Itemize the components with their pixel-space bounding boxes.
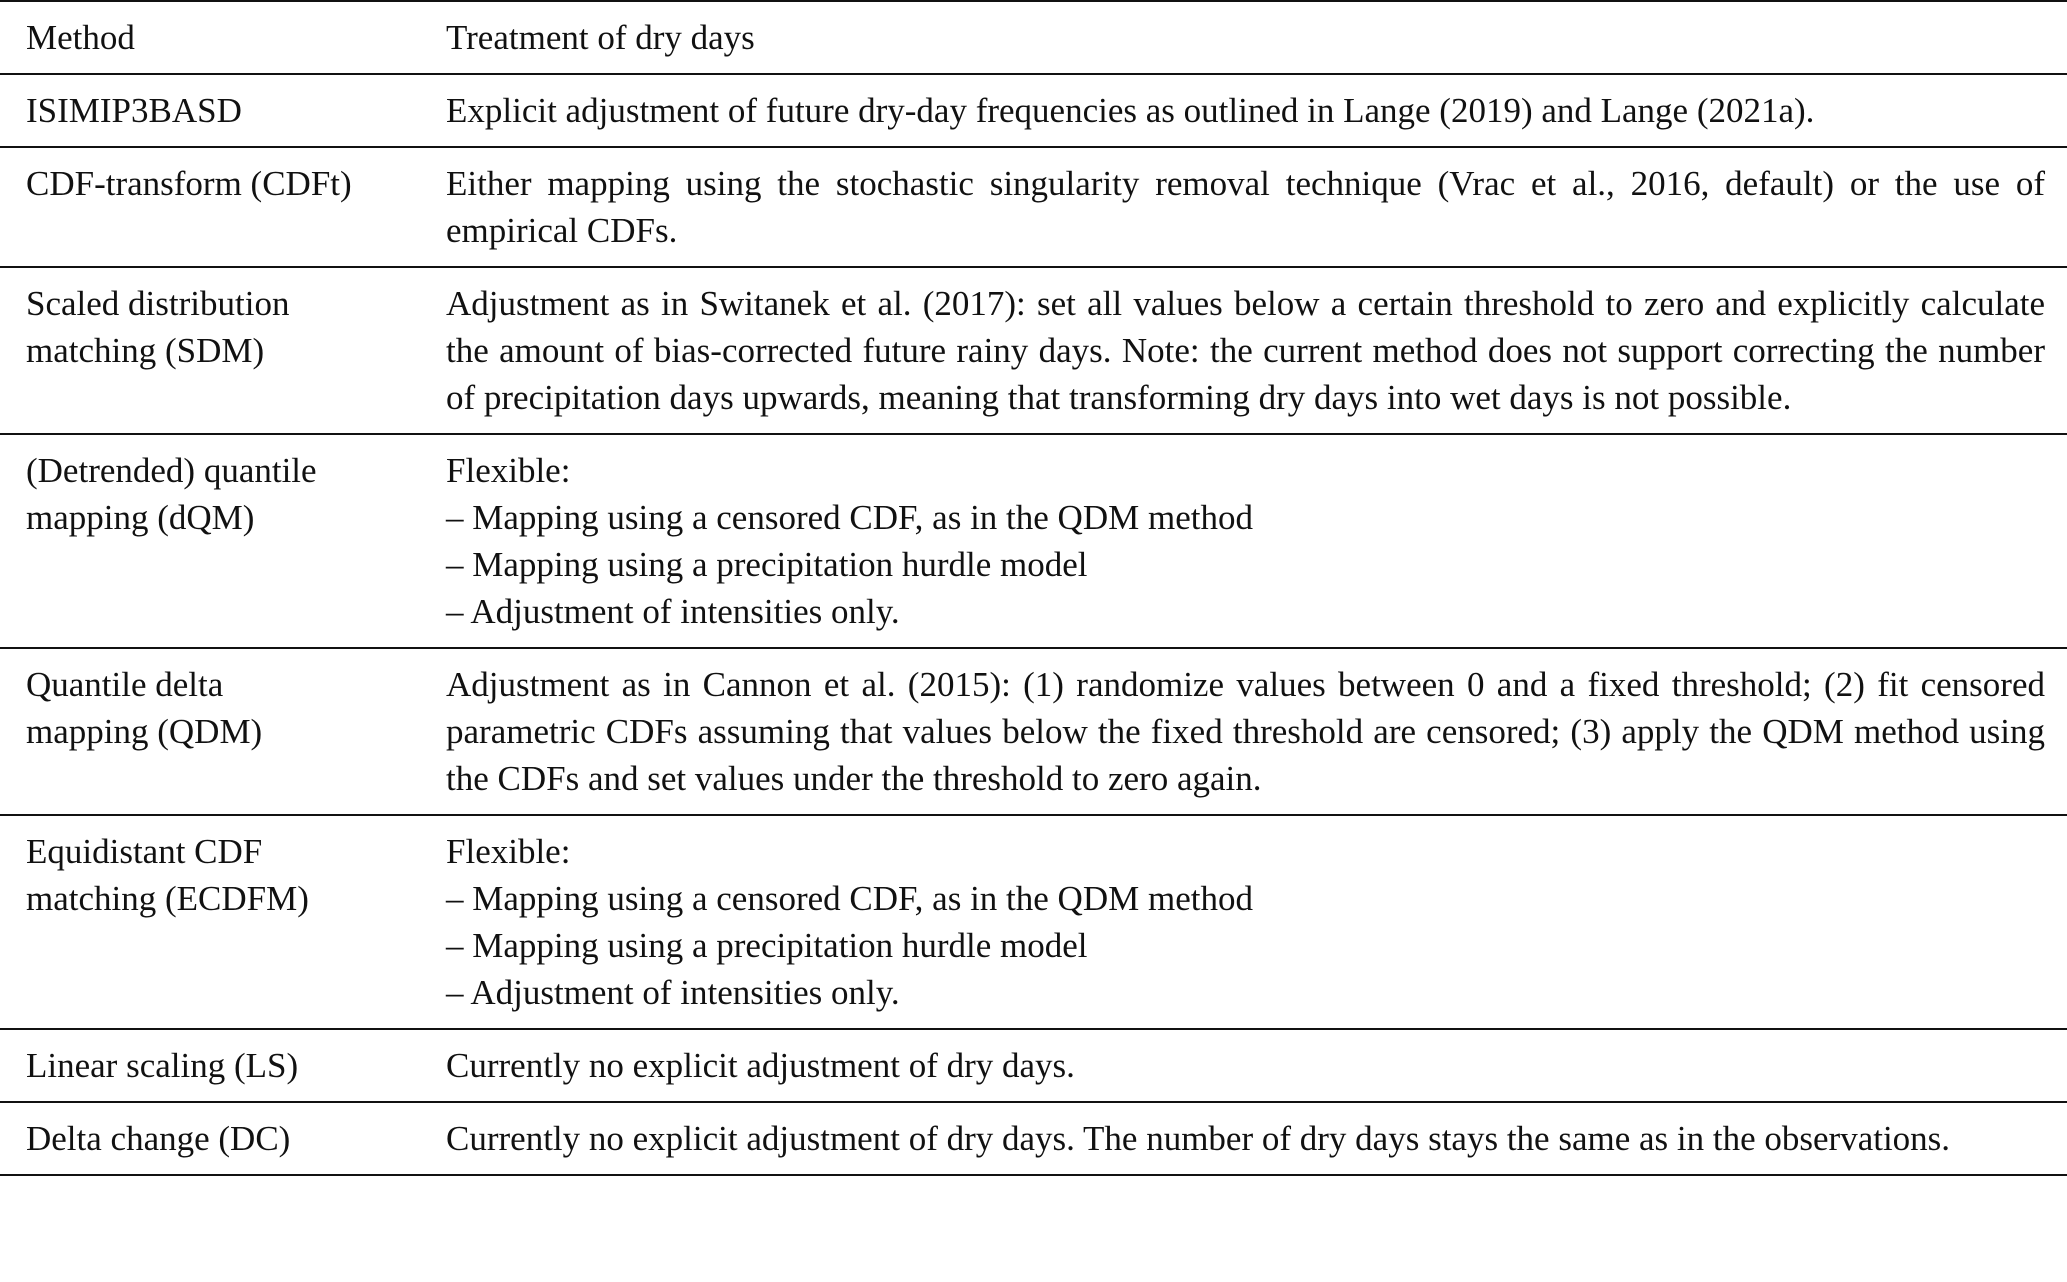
header-treatment: Treatment of dry days <box>420 1 2067 74</box>
method-text: Quantile delta <box>26 665 224 704</box>
treatment-list-item: – Adjustment of intensities only. <box>446 973 900 1012</box>
treatment-list-item: – Adjustment of intensities only. <box>446 592 900 631</box>
method-text: (Detrended) quantile <box>26 451 317 490</box>
treatment-cell <box>420 1029 2067 1102</box>
method-text: matching (ECDFM) <box>26 879 309 918</box>
treatment-list-item: – Mapping using a precipitation hurdle model <box>446 926 1088 965</box>
method-cell <box>0 815 420 1029</box>
treatment-text: Flexible: <box>446 451 571 490</box>
method-cell <box>0 1029 420 1102</box>
method-cell <box>0 147 420 267</box>
method-text: Scaled distribution <box>26 284 290 323</box>
table-header-row <box>0 1 2067 74</box>
table-row <box>0 1102 2067 1175</box>
method-cell <box>0 648 420 815</box>
treatment-text: Currently no explicit adjustment of dry days. The number of dry days stays the same as in the observations. <box>446 1119 1951 1158</box>
treatment-cell <box>420 434 2067 648</box>
treatment-text: Adjustment as in Cannon et al. (2015): (1) randomize values between 0 and a fixed threshold; (2) fit censored parametric CDFs assuming that values below the fixed threshold are censored; (3) apply the QDM method using the CDFs and set values under the threshold to zero again. <box>446 665 2045 798</box>
table-row <box>0 434 2067 648</box>
table-row <box>0 267 2067 434</box>
table-row <box>0 648 2067 815</box>
treatment-cell <box>420 648 2067 815</box>
treatment-cell <box>420 147 2067 267</box>
treatment-cell <box>420 815 2067 1029</box>
method-cell <box>0 434 420 648</box>
method-text: mapping (QDM) <box>26 712 263 751</box>
method-text: mapping (dQM) <box>26 498 255 537</box>
treatment-cell <box>420 74 2067 147</box>
method-cell <box>0 74 420 147</box>
table-row <box>0 147 2067 267</box>
method-text: ISIMIP3BASD <box>26 91 242 130</box>
method-cell <box>0 267 420 434</box>
table-row <box>0 815 2067 1029</box>
method-text: Delta change (DC) <box>26 1119 291 1158</box>
method-text: CDF-transform (CDFt) <box>26 164 352 203</box>
treatment-list-item: – Mapping using a precipitation hurdle model <box>446 545 1088 584</box>
treatment-list-item: – Mapping using a censored CDF, as in the QDM method <box>446 498 1253 537</box>
method-text: Linear scaling (LS) <box>26 1046 299 1085</box>
treatment-cell <box>420 267 2067 434</box>
method-text: Equidistant CDF <box>26 832 263 871</box>
header-method: Method <box>0 1 420 74</box>
treatment-list-item: – Mapping using a censored CDF, as in the QDM method <box>446 879 1253 918</box>
treatment-text: Flexible: <box>446 832 571 871</box>
method-text: matching (SDM) <box>26 331 265 370</box>
treatment-text: Currently no explicit adjustment of dry days. <box>446 1046 1075 1085</box>
method-cell <box>0 1102 420 1175</box>
table-row <box>0 74 2067 147</box>
treatment-cell <box>420 1102 2067 1175</box>
treatment-text: Adjustment as in Switanek et al. (2017): set all values below a certain threshold to zero and explicitly calculate the amount of bias-corrected future rainy days. Note: the current method does not support correcting the number of precipitation days upwards, meaning that transforming dry days into wet days is not possible. <box>446 284 2045 417</box>
treatment-text: Explicit adjustment of future dry-day frequencies as outlined in Lange (2019) and Lange (2021a). <box>446 91 1815 130</box>
table-row <box>0 1029 2067 1102</box>
treatment-text: Either mapping using the stochastic singularity removal technique (Vrac et al., 2016, default) or the use of empirical CDFs. <box>446 164 2045 250</box>
